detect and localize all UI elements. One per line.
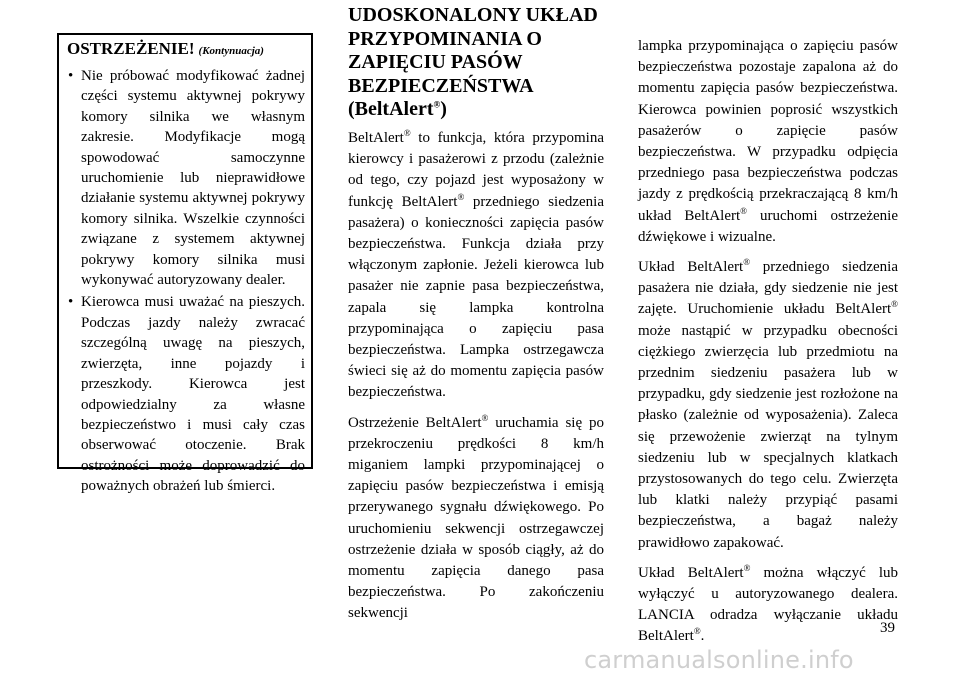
middle-column xyxy=(348,0,604,625)
section-heading-beltalert: (BeltAlert®) xyxy=(348,98,447,121)
warning-bullet-1: • Nie próbować modyfikować żadnej części systemu aktywnej pokrywy komory silnika we własnym zakresie. Modyfikacje mogą spowodować samoczynne uruchomienie lub nieprawidłowe działanie systemu aktywnej pokrywy komory silnika. Wszelkie czynności związane z systemem aktywnej pokrywy komory silnika musi wykonywać autoryzowany dealer. xyxy=(67,66,305,290)
watermark: carmanualsonline.info xyxy=(584,646,854,674)
warning-bullet-2: • Kierowca musi uważać na pieszych. Podczas jazdy należy zwracać szczególną uwagę na pieszych, zwierzęta, inne pojazdy i przeszkody. Kierowca jest odpowiedzialny za własne bezpieczeństwo i musi cały czas obserwować otoczenie. Brak ostrożności może doprowadzić do poważnych obrażeń lub śmierci. xyxy=(67,292,305,496)
warning-continuation: (Kontynuacja) xyxy=(198,45,264,57)
warning-title: OSTRZEŻENIE! (Kontynuacja) xyxy=(67,39,264,58)
reminder-lamp-paragraph: lampka przypominająca o zapięciu pasów bezpieczeństwa pozostaje zapalona aż do momentu zapięcia pasów bezpieczeństwa. Kierowca powinien poprosić wszystkich pasażerów o zapięcie pasów bezpieczeństwa. W przypadku odpięcia przedniego pasa bezpieczeństwa podczas jazdy z prędkością przekraczającą 8 km/h układ BeltAlert® uruchomi ostrzeżenie dźwiękowe i wizualne. xyxy=(638,38,898,245)
dealer-paragraph: Układ BeltAlert® można włączyć lub wyłączyć u autoryzowanego dealera. LANCIA odradza wyłączanie układu BeltAlert®. xyxy=(638,562,898,645)
passenger-seat-paragraph: Układ BeltAlert® przedniego siedzenia pasażera nie działa, gdy siedzenie nie jest zajęte. Uruchomienie układu BeltAlert® może nastąpić w przypadku obecności ciężkiego zwierzęcia lub przedmiotu na przednim siedzeniu pasażera lub w przypadku, gdy siedzenie jest rozłożone na płasko (zależnie od wyposażenia). Zaleca się przewożenie zwierząt na tylnym siedzeniu lub w specjalnych klatkach przystosowanych do tego celu. Zwierzęta lub klatki należy przypiąć pasami bezpieczeństwa, a bagaż należy prawidłowo zapakować. xyxy=(638,257,898,551)
warning-box xyxy=(57,33,313,495)
right-column xyxy=(638,0,898,648)
beltalert-activation-paragraph: Ostrzeżenie BeltAlert® uruchamia się po przekroczeniu prędkości 8 km/h miganiem lampki przypominającej o zapięciu pasów bezpieczeństwa i emisją przerywanego sygnału dźwiękowego. Po uruchomieniu sekwencji ostrzegawczej ostrzeżenie działa w sposób ciągły, aż do momentu zapięcia danego pasa bezpieczeństwa. Po zakończeniu sekwencji xyxy=(348,412,605,622)
beltalert-intro-paragraph: BeltAlert® to funkcja, która przypomina kierowcy i pasażerowi z przodu (zależnie od tego, czy pojazd jest wyposażony w funkcję BeltAlert® przedniego siedzenia pasażera) o konieczności zapięcia pasów bezpieczeństwa. Funkcja działa przy włączonym zapłonie. Jeżeli kierowca lub pasażer nie zapnie pasa bezpieczeństwa, zapala się lampka kontrolna przypominająca o zapięciu pasa bezpieczeństwa. Lampka ostrzegawcza świeci się aż do momentu zapięcia pasów bezpieczeństwa. xyxy=(348,127,604,401)
section-heading: UDOSKONALONY UKŁAD PRZYPOMINANIA O ZAPIĘCIU PASÓW BEZPIECZEŃSTWA (BeltAlert®) xyxy=(348,4,598,121)
page-number: 39 xyxy=(880,620,895,636)
